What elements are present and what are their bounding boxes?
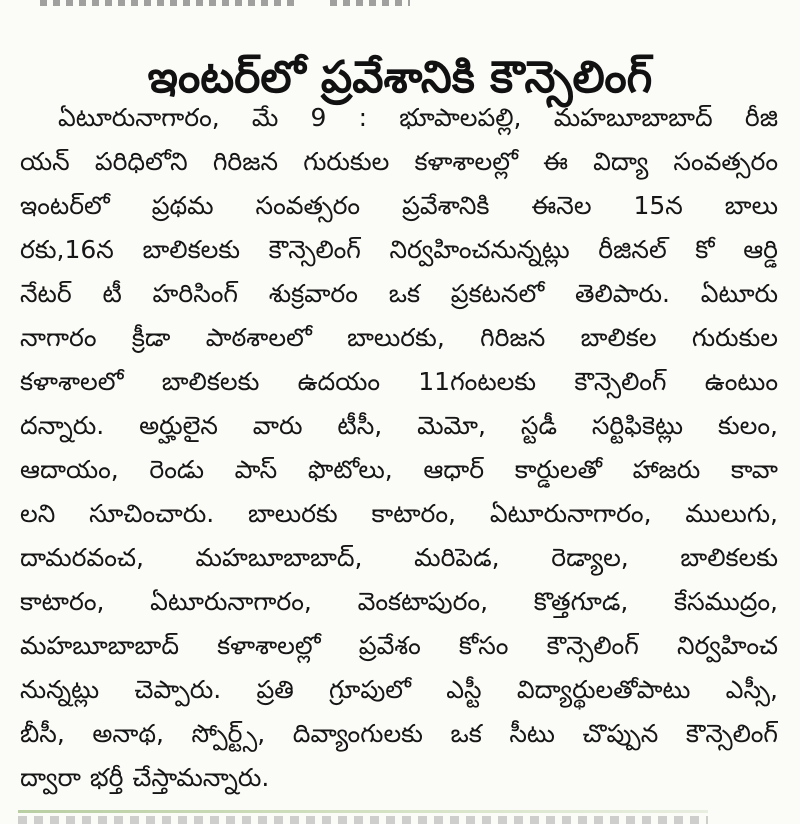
article-line: లని సూచించారు. బాలురకు కాటారం, ఏటూరునాగారం, ములుగు, — [20, 499, 778, 528]
article-line: ఇంటర్‌లో ప్రథమ సంవత్సరం ప్రవేశానికి ఈనెల 15న బాలు — [20, 191, 778, 220]
article-body — [20, 96, 778, 800]
article-line: దన్నారు. అర్హులైన వారు టీసీ, మెమో, స్టడీ సర్టిఫికెట్లు కులం, — [20, 411, 778, 440]
article-line: నున్నట్లు చెప్పారు. ప్రతి గ్రూపులో ఎస్టీ విద్యార్థులతోపాటు ఎస్సీ, — [20, 675, 778, 704]
article-line: బీసీ, అనాథ, స్పోర్ట్స్, దివ్యాంగులకు ఒక సీటు చొప్పున కౌన్సెలింగ్ — [20, 719, 778, 748]
article-line: కళాశాలలో బాలికలకు ఉదయం 11గంటలకు కౌన్సెలింగ్ ఉంటుం — [20, 367, 778, 396]
article-headline: ఇంటర్‌లో ప్రవేశానికి కౌన్సెలింగ్ — [147, 52, 653, 104]
article-line: యన్ పరిధిలోని గిరిజన గురుకుల కళాశాలల్లో ఈ విద్యా సంవత్సరం — [20, 147, 778, 176]
article-line: దామరవంచ, మహబూబాబాద్, మరిపెడ, రెడ్యాల, బాలికలకు — [20, 543, 778, 572]
colored-rule — [18, 810, 708, 813]
article-line: నాగారం క్రీడా పాఠశాలలో బాలురకు, గిరిజన బాలికల గురుకుల — [20, 323, 778, 352]
article-line: రకు,16న బాలికలకు కౌన్సెలింగ్ నిర్వహించనున్నట్లు రీజినల్ కో ఆర్డి — [20, 235, 778, 264]
article-line: నేటర్ టీ హరిసింగ్ శుక్రవారం ఒక ప్రకటనలో తెలిపారు. ఏటూరు — [20, 279, 778, 308]
article-line-final: ద్వారా భర్తీ చేస్తామన్నారు. — [20, 763, 270, 792]
clipped-text-marks — [18, 816, 708, 824]
article-line: ఆదాయం, రెండు పాస్ ఫొటోలు, ఆధార్ కార్డులతో హాజరు కావా — [20, 455, 778, 484]
article-line: మహబూబాబాద్ కళాశాలల్లో ప్రవేశం కోసం కౌన్సెలింగ్ నిర్వహించ — [20, 631, 778, 660]
clipped-previous-text-fragment — [330, 0, 410, 6]
article-line-dateline: ఏటూరునాగారం, మే 9 : భూపాలపల్లి, మహబూబాబాద్ రీజి — [58, 103, 778, 132]
clipped-previous-text-fragment — [40, 0, 300, 6]
clipped-next-article-fragment — [18, 810, 708, 824]
article-line: కాటారం, ఏటూరునాగారం, వెంకటాపురం, కొత్తగూడ, కేసముద్రం, — [20, 587, 778, 616]
